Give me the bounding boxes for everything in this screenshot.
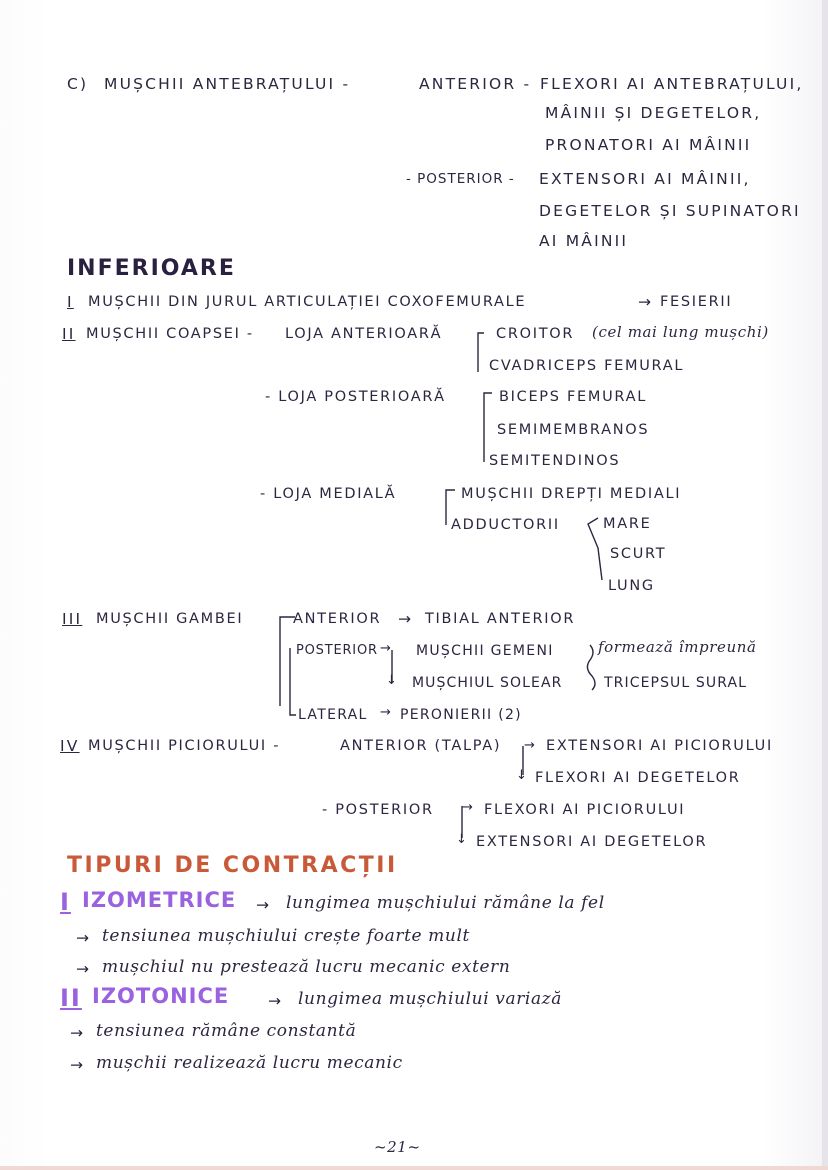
bracket-adductorii [588, 518, 602, 580]
adductorii: ADDUCTORII [451, 517, 560, 533]
item-i-number: I [67, 293, 74, 311]
semitendinos: SEMITENDINOS [489, 453, 621, 469]
muschiul-solear: MUȘCHIUL SOLEAR [412, 675, 563, 691]
izometrice-bullet-2: tensiunea mușchiului crește foarte mult [102, 926, 470, 946]
arrow-icon: → [398, 610, 414, 628]
loja-posterioara: - LOJA POSTERIOARĂ [265, 389, 446, 405]
item-i-text: MUȘCHII DIN JURUL ARTICULAȚIEI COXOFEMURALE [88, 294, 527, 310]
arrow-icon: → [70, 1056, 86, 1074]
arrow-icon: → [524, 738, 538, 753]
picior-post-2: EXTENSORI AI DEGETELOR [476, 834, 708, 850]
adductor-scurt: SCURT [610, 546, 667, 562]
bracket-loja-anterioara [478, 333, 484, 372]
inferioare-heading: INFERIOARE [67, 256, 236, 281]
tricepsul-sural: TRICEPSUL SURAL [604, 675, 748, 691]
izometrice-title: IZOMETRICE [82, 888, 237, 912]
izotonice-bullet-2: tensiunea rămâne constantă [96, 1021, 357, 1041]
antebrat-post-line3: AI MÂINII [539, 232, 629, 250]
item-ii-number: II [62, 325, 76, 343]
gambei-lateral: LATERAL [298, 707, 368, 723]
item-iv-number: IV [60, 737, 80, 755]
tibial-anterior: TIBIAL ANTERIOR [425, 611, 576, 627]
curly-brace-triceps [587, 645, 595, 690]
arrow-icon: → [70, 1024, 86, 1042]
picior-ant-2: FLEXORI AI DEGETELOR [535, 770, 741, 786]
picior-post-1: FLEXORI AI PICIORULUI [484, 802, 686, 818]
arrow-icon: → [638, 293, 654, 311]
arrow-icon: → [76, 929, 92, 947]
izometrice-bullet-1: lungimea mușchiului rămâne la fel [286, 893, 605, 913]
drepti-mediali: MUȘCHII DREPȚI MEDIALI [461, 486, 682, 502]
loja-anterioara: LOJA ANTERIOARĂ [285, 326, 443, 342]
arrow-icon: → [462, 800, 476, 815]
picior-ant-1: EXTENSORI AI PICIORULUI [546, 738, 773, 754]
croitor-note: (cel mai lung mușchi) [592, 323, 769, 341]
adductor-lung: LUNG [608, 578, 655, 594]
antebrat-ant-line2: MÂINII ȘI DEGETELOR, [545, 104, 762, 122]
gambei-anterior: ANTERIOR [293, 611, 382, 627]
izotonice-number: II [60, 984, 82, 1012]
antebrat-post-line1: EXTENSORI AI MÂINII, [539, 170, 751, 188]
page-number: ~21~ [374, 1138, 421, 1156]
item-iii-number: III [62, 610, 83, 628]
cvadriceps: CVADRICEPS FEMURAL [489, 358, 685, 374]
croitor: CROITOR [496, 326, 575, 342]
arrow-icon: → [268, 992, 284, 1010]
formeaza-impreuna: formează împreună [598, 638, 757, 656]
izometrice-bullet-3: mușchiul nu prestează lucru mecanic extern [102, 957, 511, 977]
item-iii-text: MUȘCHII GAMBEI [96, 611, 244, 627]
item-ii-text: MUȘCHII COAPSEI - [86, 326, 254, 342]
arrow-icon: → [256, 896, 272, 914]
arrow-down-icon: ↓ [456, 832, 470, 847]
arrow-icon: → [380, 641, 394, 656]
bracket-gambei [280, 617, 295, 706]
antebrat-ant-line3: PRONATORI AI MÂINII [545, 136, 752, 154]
antebrat-title: MUȘCHII ANTEBRAȚULUI - [104, 75, 351, 93]
picior-anterior: ANTERIOR (TALPA) [340, 738, 502, 754]
izometrice-number: I [60, 888, 71, 916]
antebrat-anterior: ANTERIOR - [419, 75, 532, 93]
biceps-femural: BICEPS FEMURAL [499, 389, 647, 405]
item-iv-text: MUȘCHII PICIORULUI - [88, 738, 281, 754]
section-c-label: C) [67, 75, 89, 93]
adductor-mare: MARE [603, 516, 652, 532]
arrow-icon: → [76, 960, 92, 978]
izotonice-bullet-3: mușchii realizează lucru mecanic [96, 1053, 403, 1073]
antebrat-post-line2: DEGETELOR ȘI SUPINATORI [539, 202, 801, 220]
loja-mediala: - LOJA MEDIALĂ [260, 486, 397, 502]
antebrat-posterior: - POSTERIOR - [406, 171, 515, 187]
muschii-gemeni: MUȘCHII GEMENI [416, 643, 554, 659]
arrow-down-icon: ↓ [386, 673, 400, 688]
contractii-heading: TIPURI DE CONTRACȚII [67, 853, 398, 878]
izotonice-title: IZOTONICE [92, 984, 230, 1008]
gambei-posterior: POSTERIOR [296, 643, 378, 658]
izotonice-bullet-1: lungimea mușchiului variază [298, 989, 562, 1009]
item-i-result: FESIERII [660, 294, 733, 310]
semimembranos: SEMIMEMBRANOS [497, 422, 650, 438]
picior-posterior: - POSTERIOR [322, 802, 434, 818]
arrow-icon: → [380, 705, 394, 720]
antebrat-ant-line1: FLEXORI AI ANTEBRAȚULUI, [540, 75, 804, 93]
peronierii: PERONIERII (2) [400, 707, 522, 723]
arrow-down-icon: ↓ [516, 768, 530, 783]
